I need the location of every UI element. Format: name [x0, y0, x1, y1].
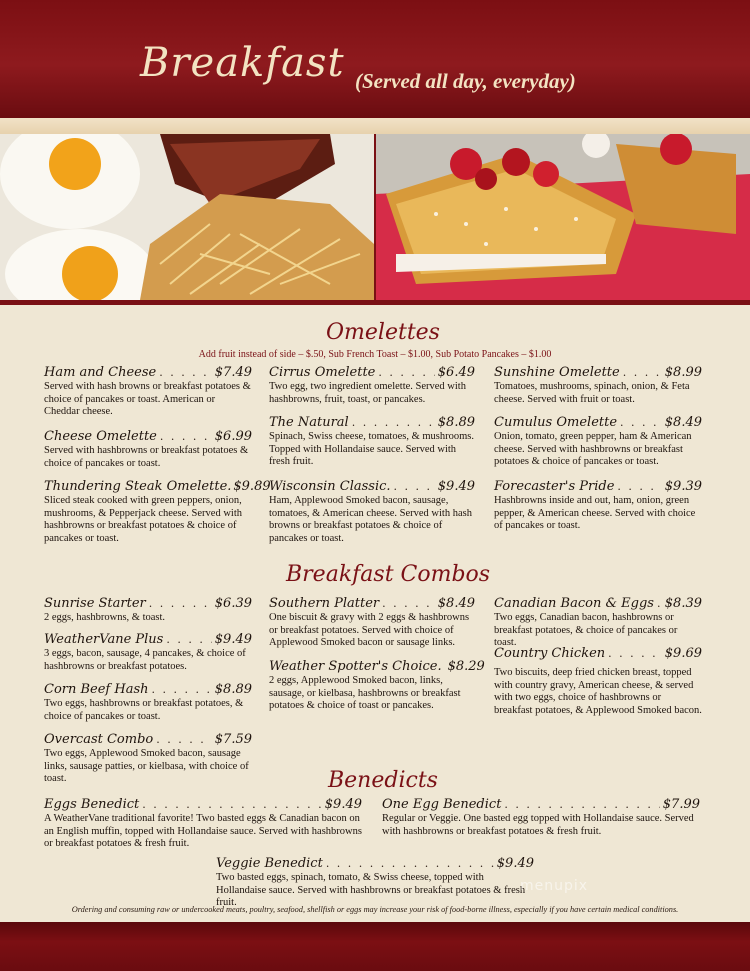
photo-french-toast-strawberries	[376, 134, 750, 300]
item-description: Spinach, Swiss cheese, tomatoes, & mushrooms. Topped with Hollandaise sauce. Served with fresh fruit.	[269, 431, 475, 468]
photo-bottom-border	[0, 300, 750, 305]
item-price: $9.49	[324, 797, 362, 812]
item-name: Thundering Steak Omelette.	[44, 479, 232, 494]
item-price: $8.29	[447, 659, 485, 674]
omelettes-note: Add fruit instead of side – $.50, Sub French Toast – $1.00, Sub Potato Pancakes – $1.00	[198, 349, 552, 360]
menu-item	[494, 479, 702, 533]
item-name: Veggie Benedict	[216, 856, 323, 871]
item-description: Served with hashbrowns or breakfast potatoes & choice of pancakes or toast.	[44, 445, 249, 469]
item-price: $9.69	[664, 646, 702, 661]
item-price: $6.99	[214, 429, 252, 444]
item-price: $7.99	[662, 797, 700, 812]
item-description: 2 eggs, hashbrowns, & toast.	[44, 612, 166, 623]
item-description: Two basted eggs, spinach, tomato, & Swiss cheese, topped with Hollandaise sauce. Served with hashbrowns or breakfast potatoes & fresh fruit.	[216, 872, 526, 909]
item-name: Cirrus Omelette	[269, 365, 376, 380]
item-price: $8.49	[437, 596, 475, 611]
menu-item	[44, 797, 362, 851]
item-description: Two eggs, Applewood Smoked bacon, sausage links, sausage patties, or kielbasa, with choice of toast.	[44, 748, 249, 785]
header-band	[0, 118, 750, 134]
menu-item	[44, 479, 271, 545]
watermark: menupix	[520, 878, 589, 894]
item-name: Forecaster's Pride	[494, 479, 615, 494]
item-description: Onion, tomato, green pepper, ham & American cheese. Served with hashbrowns or breakfast potatoes & choice of pancakes or toast.	[494, 431, 692, 468]
page-title: Breakfast	[140, 40, 345, 86]
item-name: Overcast Combo	[44, 732, 154, 747]
menu-item	[44, 596, 252, 625]
item-description: Regular or Veggie. One basted egg topped with Hollandaise sauce. Served with hashbrowns or breakfast potatoes & fresh fruit.	[382, 813, 694, 837]
item-price: $8.89	[437, 415, 475, 430]
item-name: WeatherVane Plus	[44, 632, 164, 647]
item-name: Ham and Cheese	[44, 365, 157, 380]
item-price: $8.39	[664, 596, 702, 611]
footer-banner	[0, 922, 750, 971]
menu-item	[269, 659, 485, 713]
item-name: One Egg Benedict	[382, 797, 502, 812]
item-price: $8.89	[214, 682, 252, 697]
menu-item	[269, 415, 475, 469]
item-name: Weather Spotter's Choice.	[269, 659, 442, 674]
menu-item	[216, 856, 534, 910]
item-description: Two eggs, hashbrowns or breakfast potatoes, & choice of pancakes or toast.	[44, 698, 244, 722]
menu-item	[494, 596, 702, 650]
item-name: Corn Beef Hash	[44, 682, 149, 697]
item-price: $9.49	[437, 479, 475, 494]
item-description: Hashbrowns inside and out, ham, onion, green pepper, & American cheese. Served with choice of pancakes or toast.	[494, 495, 696, 532]
page-subtitle: (Served all day, everyday)	[355, 69, 576, 93]
item-description: Ham, Applewood Smoked bacon, sausage, tomatoes, & American cheese. Served with hash browns or breakfast potatoes & choice of pancakes or toast.	[269, 495, 472, 544]
photo-eggs-bacon-hashbrowns	[0, 134, 374, 300]
menu-item	[494, 415, 702, 469]
item-price: $8.49	[664, 415, 702, 430]
menu-item	[269, 365, 475, 406]
item-name: Country Chicken	[494, 646, 606, 661]
item-name: Cumulus Omelette	[494, 415, 618, 430]
item-name: Wisconsin Classic.	[269, 479, 391, 494]
menu-item	[44, 429, 252, 470]
item-name: Southern Platter	[269, 596, 380, 611]
item-description: 3 eggs, bacon, sausage, 4 pancakes, & choice of hashbrowns or breakfast potatoes.	[44, 648, 246, 672]
menu-item	[44, 365, 252, 419]
item-description: A WeatherVane traditional favorite! Two basted eggs & Canadian bacon on an English muffin, topped with Hollandaise sauce. Served with hashbrowns or breakfast potatoes & fresh fruit.	[44, 813, 362, 850]
section-title-benedicts: Benedicts	[328, 768, 438, 793]
item-name: Sunshine Omelette	[494, 365, 620, 380]
section-title-combos: Breakfast Combos	[286, 562, 491, 587]
menu-item	[382, 797, 700, 838]
item-price: $9.39	[664, 479, 702, 494]
menu-item	[44, 632, 252, 673]
item-price: $6.39	[214, 596, 252, 611]
item-description: Two eggs, Canadian bacon, hashbrowns or breakfast potatoes, & choice of pancakes or toast.	[494, 612, 678, 649]
item-description: Two biscuits, deep fried chicken breast, topped with country gravy, American cheese, & served with two eggs, choice of hashbrowns or breakfast potatoes, & Applewood Smoked bacon.	[494, 667, 702, 716]
item-description: Served with hash browns or breakfast potatoes & choice of pancakes or toast. American or Cheddar cheese.	[44, 381, 251, 418]
item-description: One biscuit & gravy with 2 eggs & hashbrowns or breakfast potatoes. Served with choice of Applewood Smoked bacon or sausage links.	[269, 612, 470, 649]
item-name: The Natural	[269, 415, 349, 430]
item-name: Eggs Benedict	[44, 797, 140, 812]
menu-item	[269, 596, 475, 650]
menu-item	[44, 682, 252, 723]
menu-item	[44, 732, 252, 786]
menu-item	[494, 365, 702, 406]
menu-item	[494, 646, 702, 717]
menu-item	[269, 479, 475, 545]
header-banner	[0, 0, 750, 118]
item-name: Sunrise Starter	[44, 596, 146, 611]
item-price: $7.49	[214, 365, 252, 380]
disclaimer: Ordering and consuming raw or undercooked meats, poultry, seafood, shellfish or eggs may increase your risk of food-borne illness, especially if you have certain medical conditions.	[71, 905, 679, 914]
item-description: Two egg, two ingredient omelette. Served with hashbrowns, fruit, toast, or pancakes.	[269, 381, 466, 405]
item-price: $8.99	[664, 365, 702, 380]
item-price: $9.89	[233, 479, 271, 494]
item-name: Canadian Bacon & Eggs	[494, 596, 654, 611]
item-price: $9.49	[496, 856, 534, 871]
item-description: 2 eggs, Applewood Smoked bacon, links, sausage, or kielbasa, hashbrowns or breakfast potatoes & choice of toast or pancakes.	[269, 675, 461, 712]
item-description: Sliced steak cooked with green peppers, onion, mushrooms, & Pepperjack cheese. Served with hashbrowns or breakfast potatoes & choice of pancakes or toast.	[44, 495, 242, 544]
item-price: $9.49	[214, 632, 252, 647]
section-title-omelettes: Omelettes	[326, 320, 440, 345]
item-description: Tomatoes, mushrooms, spinach, onion, & Feta cheese. Served with fruit or toast.	[494, 381, 690, 405]
item-price: $6.49	[437, 365, 475, 380]
item-name: Cheese Omelette	[44, 429, 157, 444]
item-price: $7.59	[214, 732, 252, 747]
